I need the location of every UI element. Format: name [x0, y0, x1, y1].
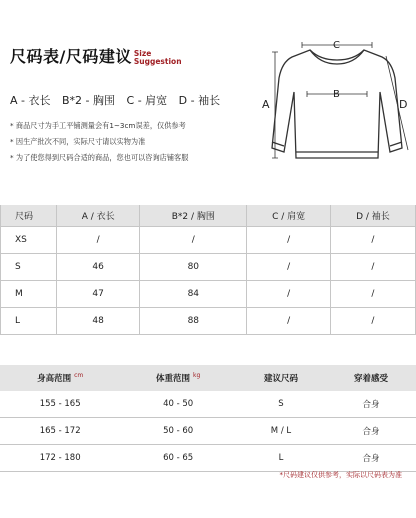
- size-chart-header: [10, 44, 182, 67]
- diagram-label-b: B: [333, 89, 340, 100]
- page-subtitle: [134, 50, 182, 67]
- page-title: 尺码表/尺码建议: [10, 47, 132, 66]
- header-shoulder: C / 肩宽: [247, 205, 331, 227]
- cell: /: [330, 308, 415, 335]
- cell: XS: [1, 227, 57, 254]
- cell: 合身: [326, 391, 416, 418]
- cell: 80: [140, 254, 247, 281]
- cell: S: [1, 254, 57, 281]
- header-chest: B*2 / 胸围: [140, 205, 247, 227]
- cell: /: [330, 254, 415, 281]
- cell: M / L: [236, 418, 326, 445]
- cell: /: [140, 227, 247, 254]
- cell: L: [1, 308, 57, 335]
- label-c: C - 肩宽: [126, 94, 168, 107]
- cell: /: [247, 227, 331, 254]
- notes: [10, 118, 188, 166]
- subtitle-line-2: Suggestion: [133, 57, 182, 66]
- diagram-label-a: A: [262, 98, 270, 111]
- cell: /: [330, 227, 415, 254]
- sweater-diagram: [262, 30, 412, 170]
- size-table-header: [1, 205, 416, 227]
- cell: 40 - 50: [120, 391, 236, 418]
- table-row: [1, 227, 416, 254]
- cell: 合身: [326, 445, 416, 472]
- unit-cm: cm: [74, 372, 84, 380]
- cell: /: [330, 281, 415, 308]
- footnote: *尺码建议仅供参考，实际以尺码表为准: [279, 471, 402, 479]
- cell: 165 - 172: [0, 418, 120, 445]
- header-suggest-size: 建议尺码: [236, 365, 326, 391]
- measure-labels: [10, 92, 228, 108]
- cell: M: [1, 281, 57, 308]
- diagram-label-c: C: [333, 40, 340, 51]
- table-row: [1, 254, 416, 281]
- header-weight: 体重范围 $^{kg}$: [120, 365, 236, 391]
- note-3: * 为了使您得到尺码合适的商品，您也可以咨询店铺客服: [10, 153, 189, 162]
- cell: 合身: [326, 418, 416, 445]
- note-1: * 商品尺寸为手工平铺测量会有1~3cm误差，仅供参考: [10, 121, 186, 130]
- size-table: [0, 205, 416, 335]
- cell: 60 - 65: [120, 445, 236, 472]
- cell: S: [236, 391, 326, 418]
- header-length: A / 衣长: [57, 205, 140, 227]
- label-b: B*2 - 胸围: [62, 94, 116, 107]
- cell: /: [247, 308, 331, 335]
- header-height: 身高范围 $^{cm}$: [0, 365, 120, 391]
- cell: /: [247, 254, 331, 281]
- cell: 46: [57, 254, 140, 281]
- table-row: [0, 445, 416, 472]
- cell: 84: [140, 281, 247, 308]
- cell: 47: [57, 281, 140, 308]
- header-sleeve: D / 袖长: [330, 205, 415, 227]
- cell: 155 - 165: [0, 391, 120, 418]
- cell: 50 - 60: [120, 418, 236, 445]
- label-d: D - 袖长: [178, 94, 221, 107]
- note-2: * 因生产批次不同，实际尺寸请以实物为准: [10, 137, 146, 146]
- table-row: [0, 418, 416, 445]
- suggest-table-header: [0, 365, 416, 391]
- suggest-table: [0, 365, 416, 472]
- cell: /: [57, 227, 140, 254]
- subtitle-line-1: Size: [133, 49, 152, 58]
- table-row: [1, 281, 416, 308]
- cell: 172 - 180: [0, 445, 120, 472]
- cell: L: [236, 445, 326, 472]
- cell: 88: [140, 308, 247, 335]
- sweater-outline: [272, 50, 402, 158]
- header-fit: 穿着感受: [326, 365, 416, 391]
- cell: /: [247, 281, 331, 308]
- cell: 48: [57, 308, 140, 335]
- table-row: [1, 308, 416, 335]
- unit-kg: kg: [192, 372, 201, 380]
- label-a: A - 衣长: [10, 94, 51, 107]
- diagram-label-d: D: [399, 98, 408, 111]
- table-row: [0, 391, 416, 418]
- header-size: 尺码: [1, 205, 57, 227]
